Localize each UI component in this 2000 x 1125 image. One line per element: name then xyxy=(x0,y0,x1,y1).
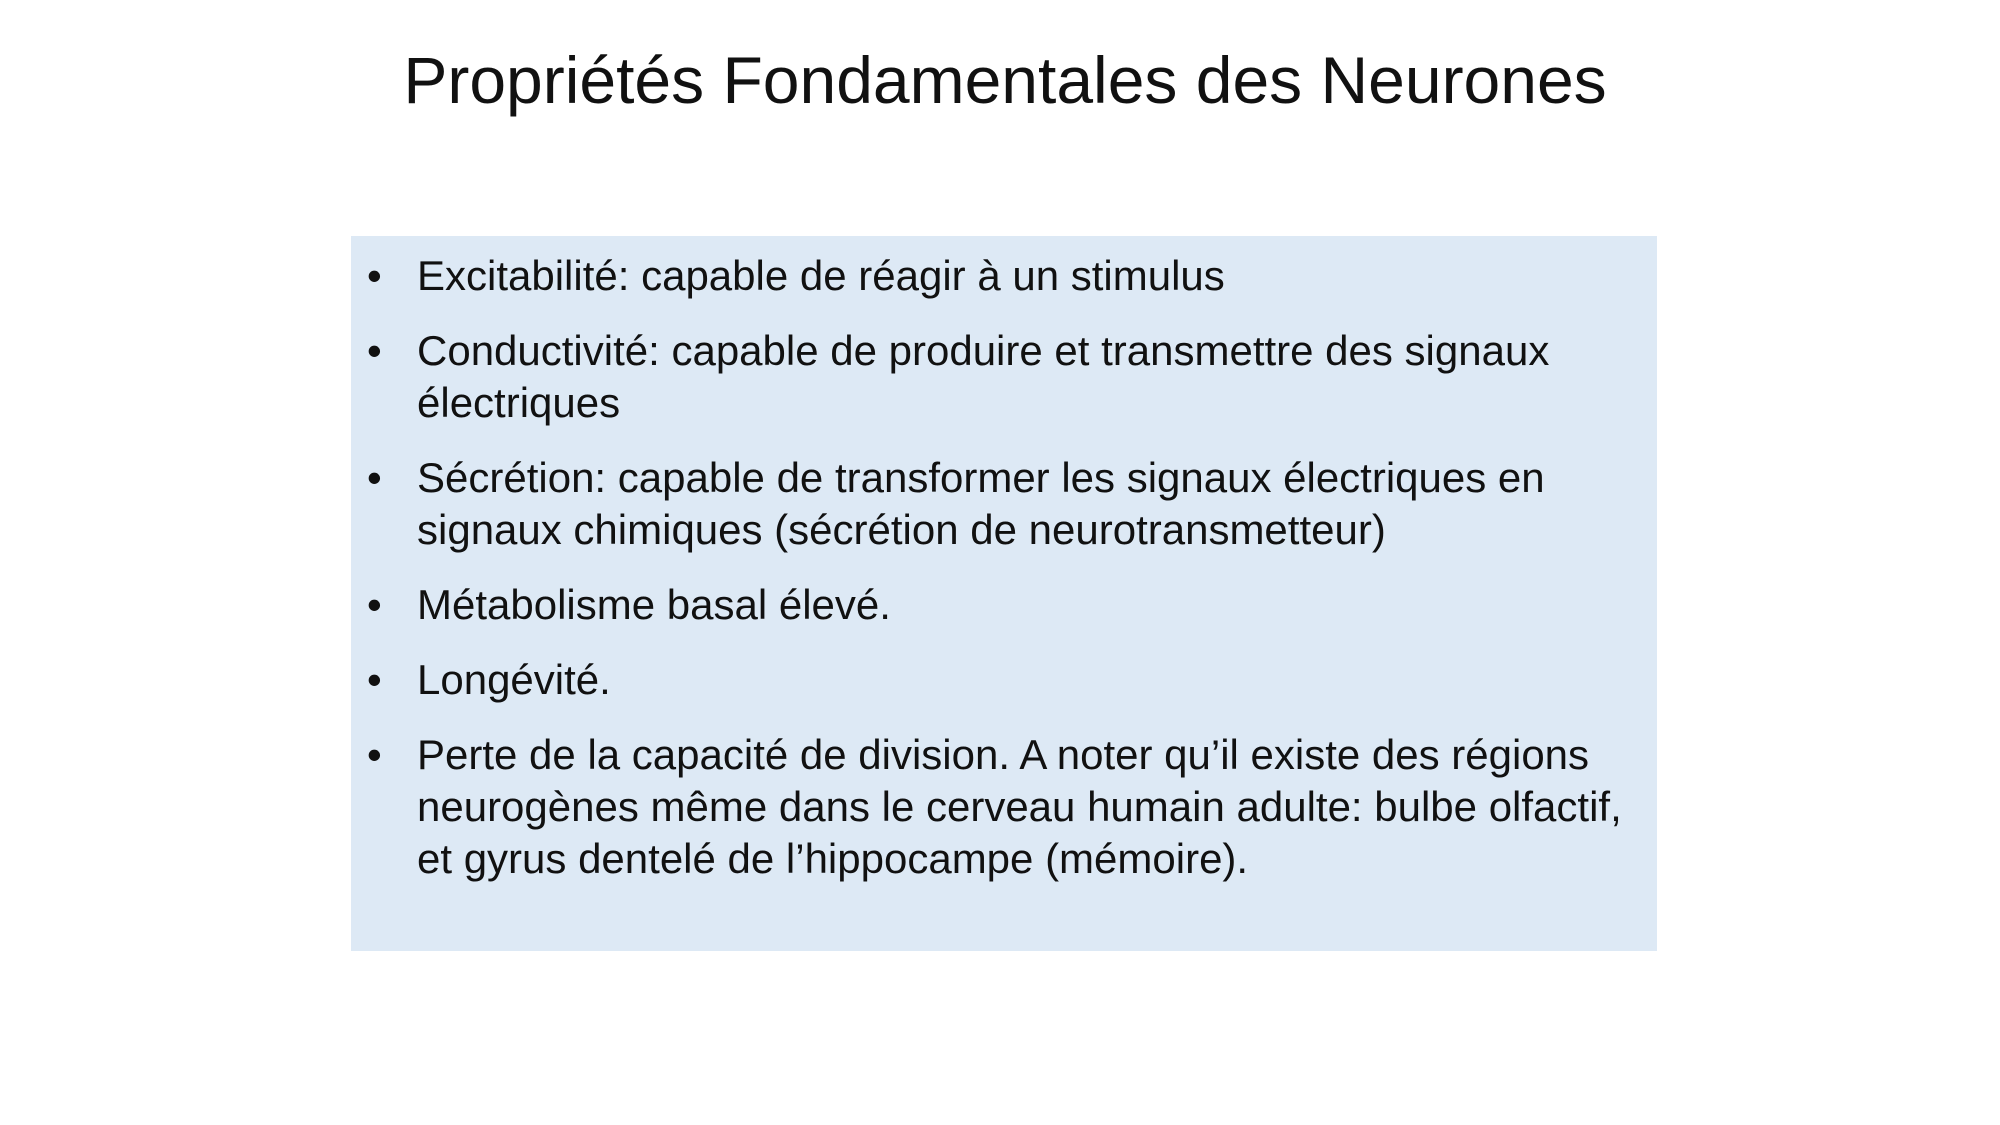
bullet-icon: • xyxy=(367,731,382,778)
bullet-item-division xyxy=(365,729,1639,885)
bullet-text: Conductivité: capable de produire et transmettre des signaux électriques xyxy=(417,327,1550,426)
slide-title: Propriétés Fondamentales des Neurones xyxy=(403,43,1607,117)
bullet-text: Sécrétion: capable de transformer les signaux électriques en signaux chimiques (sécrétion de neurotransmetteur) xyxy=(417,454,1545,553)
bullet-icon: • xyxy=(367,454,382,501)
bullet-item-metabolism xyxy=(365,579,1639,631)
bullet-text: Excitabilité: capable de réagir à un stimulus xyxy=(417,252,1225,299)
bullet-item-excitability xyxy=(365,250,1639,302)
bullet-item-secretion xyxy=(365,452,1639,556)
bullet-text: Longévité. xyxy=(417,656,611,703)
bullet-text: Métabolisme basal élevé. xyxy=(417,581,891,628)
bullet-icon: • xyxy=(367,327,382,374)
bullet-icon: • xyxy=(367,656,382,703)
bullet-list xyxy=(365,250,1639,885)
bullet-item-conductivity xyxy=(365,325,1639,429)
bullet-icon: • xyxy=(367,581,382,628)
bullet-icon: • xyxy=(367,252,382,299)
bullet-item-longevity xyxy=(365,654,1639,706)
content-box xyxy=(351,236,1657,951)
bullet-text: Perte de la capacité de division. A noter qu’il existe des régions neurogènes même dans le cerveau humain adulte: bulbe olfactif, et gyrus dentelé de l’hippocampe (mémoire). xyxy=(417,731,1622,882)
